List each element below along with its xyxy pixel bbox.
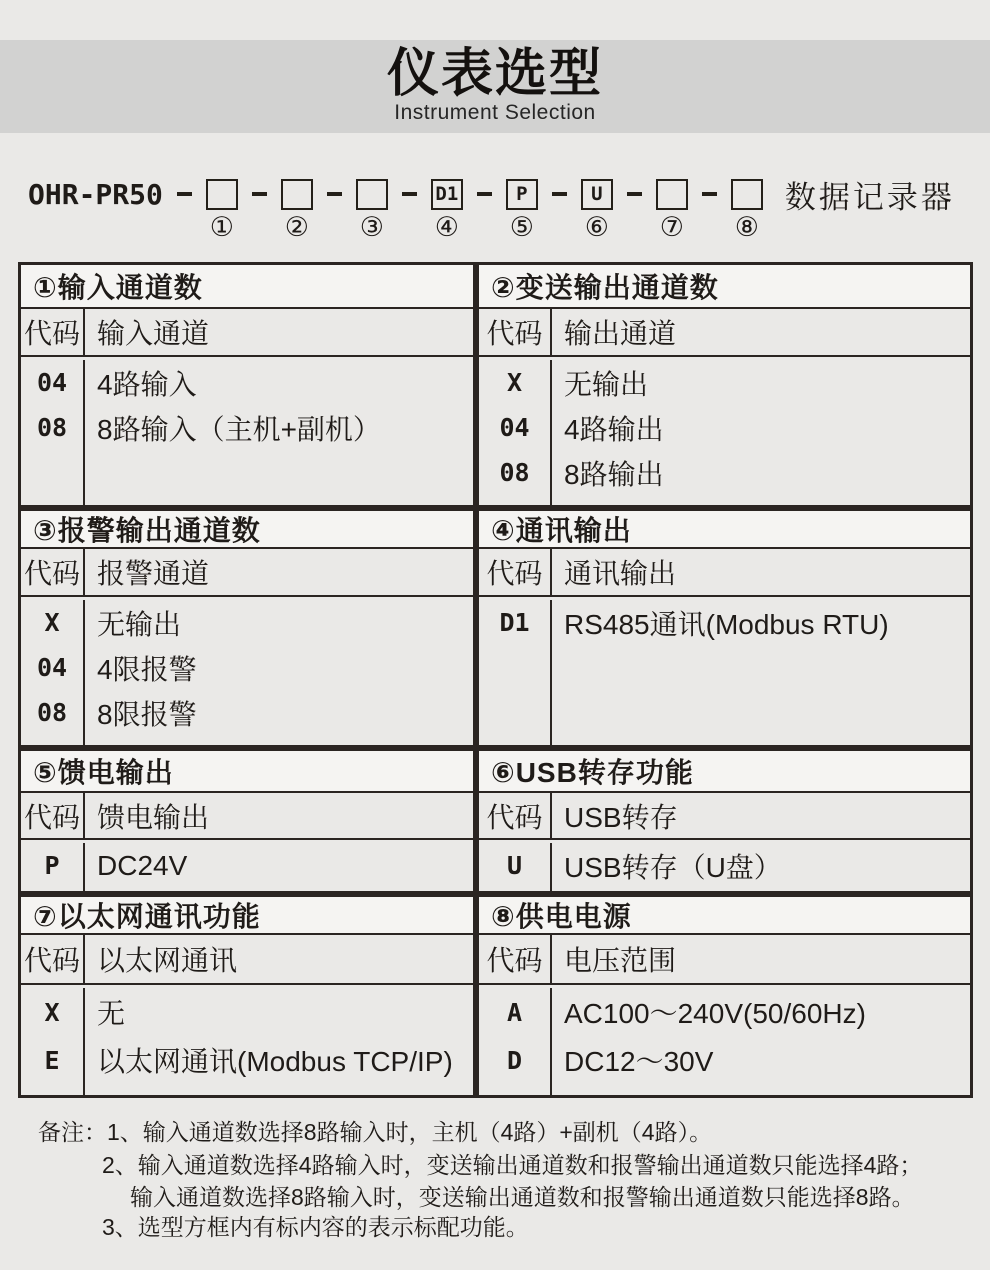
section-title: ②变送输出通道数 (479, 265, 970, 309)
code-value: X (506, 368, 523, 397)
dash-separator (552, 192, 567, 196)
section-body (479, 985, 970, 1095)
model-slot-1 (206, 179, 238, 243)
section-header-row (21, 549, 473, 597)
section-header-row (21, 309, 473, 357)
code-value: A (506, 997, 523, 1027)
dash-separator (477, 192, 492, 196)
model-slot-box: D1 (431, 179, 463, 210)
desc-column-header: 以太网通讯 (97, 945, 238, 976)
desc-column-header: 报警通道 (97, 558, 210, 589)
desc-column-header: USB转存 (564, 801, 678, 833)
slot-number: ⑥ (584, 211, 609, 243)
note-line: 2、输入通道数选择4路输入时，变送输出通道数和报警输出通道数只能选择4路； (102, 1152, 923, 1178)
model-slot-box (356, 179, 388, 210)
code-column-header: 代码 (23, 801, 80, 833)
option-description: 无 (97, 998, 126, 1029)
slot-number: ⑤ (509, 211, 534, 243)
code-value: 08 (36, 698, 68, 727)
option-description: 4限报警 (97, 653, 197, 685)
section-title: ①输入通道数 (21, 265, 473, 309)
desc-column-header: 电压范围 (564, 945, 677, 976)
section-title: ⑧供电电源 (479, 897, 970, 935)
code-value: 08 (36, 413, 68, 442)
section-title: ⑤馈电输出 (21, 751, 473, 793)
option-description: AC100～240V(50/60Hz) (564, 998, 866, 1029)
model-slot-5 (506, 179, 538, 243)
section-header-row (479, 793, 970, 840)
section-5 (18, 748, 476, 894)
section-title: ③报警输出通道数 (21, 511, 473, 549)
code-value: D1 (499, 608, 530, 637)
desc-column-header: 输入通道 (97, 318, 210, 349)
model-slot-box: U (581, 179, 613, 210)
section-header-row (479, 549, 970, 597)
code-column-header: 代码 (486, 801, 543, 833)
option-description: USB转存（U盘） (564, 851, 782, 883)
code-value: 04 (36, 368, 68, 397)
section-4 (476, 508, 973, 748)
note-line (38, 1116, 922, 1149)
code-value: 04 (499, 413, 530, 442)
desc-column-header: 通讯输出 (564, 558, 677, 589)
dash-separator (252, 192, 267, 196)
note-line: 3、选型方框内有标内容的表示标配功能。 (102, 1214, 529, 1240)
slot-number: ② (284, 211, 309, 243)
dash-separator (327, 192, 342, 196)
code-column-header: 代码 (486, 318, 543, 349)
model-slot-2 (281, 179, 313, 243)
section-2 (476, 262, 973, 508)
section-body (479, 357, 970, 505)
code-value: 08 (499, 458, 530, 487)
code-value: U (506, 851, 523, 880)
model-slot-box: P (506, 179, 538, 210)
slot-number: ① (209, 211, 234, 243)
section-body (479, 597, 970, 745)
code-column-header: 代码 (23, 945, 80, 976)
model-slot-box (206, 179, 238, 210)
model-slot-7 (656, 179, 688, 243)
code-column-header: 代码 (486, 558, 543, 589)
model-slot-box (281, 179, 313, 210)
section-6 (476, 748, 973, 894)
dash-separator (402, 192, 417, 196)
code-value: E (44, 1045, 60, 1075)
note-line: 输入通道数选择8路输入时，变送输出通道数和报警输出通道数只能选择8路。 (130, 1184, 915, 1210)
note-text: 1、输入通道数选择8路输入时，主机（4路）+副机（4路）。 (107, 1119, 713, 1145)
page-subtitle: Instrument Selection (394, 101, 596, 124)
section-title: ⑥USB转存功能 (479, 751, 970, 793)
code-column-header: 代码 (23, 318, 80, 349)
section-title: ⑦以太网通讯功能 (21, 897, 473, 935)
section-8 (476, 894, 973, 1098)
model-slot-3 (356, 179, 388, 243)
model-slot-8 (731, 179, 763, 243)
section-body (21, 597, 473, 745)
option-description: 4路输入 (97, 368, 197, 400)
model-slot-6 (581, 179, 613, 243)
section-header-row (21, 935, 473, 985)
code-column-header: 代码 (23, 558, 80, 589)
option-description: DC12～30V (564, 1046, 714, 1077)
code-column-header: 代码 (486, 945, 543, 976)
option-description: RS485通讯(Modbus RTU) (564, 608, 889, 640)
section-header-row (21, 793, 473, 840)
desc-column-header: 馈电输出 (97, 801, 210, 833)
option-description: 无输出 (97, 608, 182, 640)
dash-separator (627, 192, 642, 196)
model-slot-box (731, 179, 763, 210)
slot-number: ⑧ (734, 211, 759, 243)
note-label: 备注： (38, 1119, 107, 1145)
slot-number: ⑦ (659, 211, 684, 243)
section-3 (18, 508, 476, 748)
section-header-row (479, 935, 970, 985)
dash-separator (702, 192, 717, 196)
section-body (21, 357, 473, 505)
desc-column-header: 输出通道 (564, 318, 677, 349)
code-value: P (44, 851, 60, 880)
option-description: 以太网通讯(Modbus TCP/IP) (97, 1046, 453, 1077)
section-7 (18, 894, 476, 1098)
page-header (0, 40, 990, 133)
dash-separator (177, 192, 192, 196)
model-suffix: 数据记录器 (784, 179, 955, 215)
section-header-row (479, 309, 970, 357)
option-description: DC24V (97, 849, 188, 881)
page-title: 仪表选型 (386, 45, 603, 103)
section-1 (18, 262, 476, 508)
option-description: 无输出 (564, 368, 649, 400)
code-value: X (44, 608, 60, 637)
section-body (21, 985, 473, 1095)
code-value: 04 (36, 653, 68, 682)
option-description: 8路输入（主机+副机） (97, 413, 381, 445)
option-description: 8路输出 (564, 458, 664, 490)
code-value: D (506, 1045, 523, 1075)
section-title: ④通讯输出 (479, 511, 970, 549)
model-prefix: OHR-PR50 (28, 177, 163, 211)
selection-tables (18, 262, 973, 1098)
option-description: 8限报警 (97, 698, 197, 730)
model-slot-4 (431, 179, 463, 243)
model-slot-box (656, 179, 688, 210)
model-code-line (28, 177, 978, 243)
code-value: X (44, 997, 60, 1027)
section-body (479, 840, 970, 891)
slot-number: ④ (434, 211, 459, 243)
slot-number: ③ (359, 211, 384, 243)
option-description: 4路输出 (564, 413, 664, 445)
section-body (21, 840, 473, 891)
notes-block (38, 1116, 922, 1243)
